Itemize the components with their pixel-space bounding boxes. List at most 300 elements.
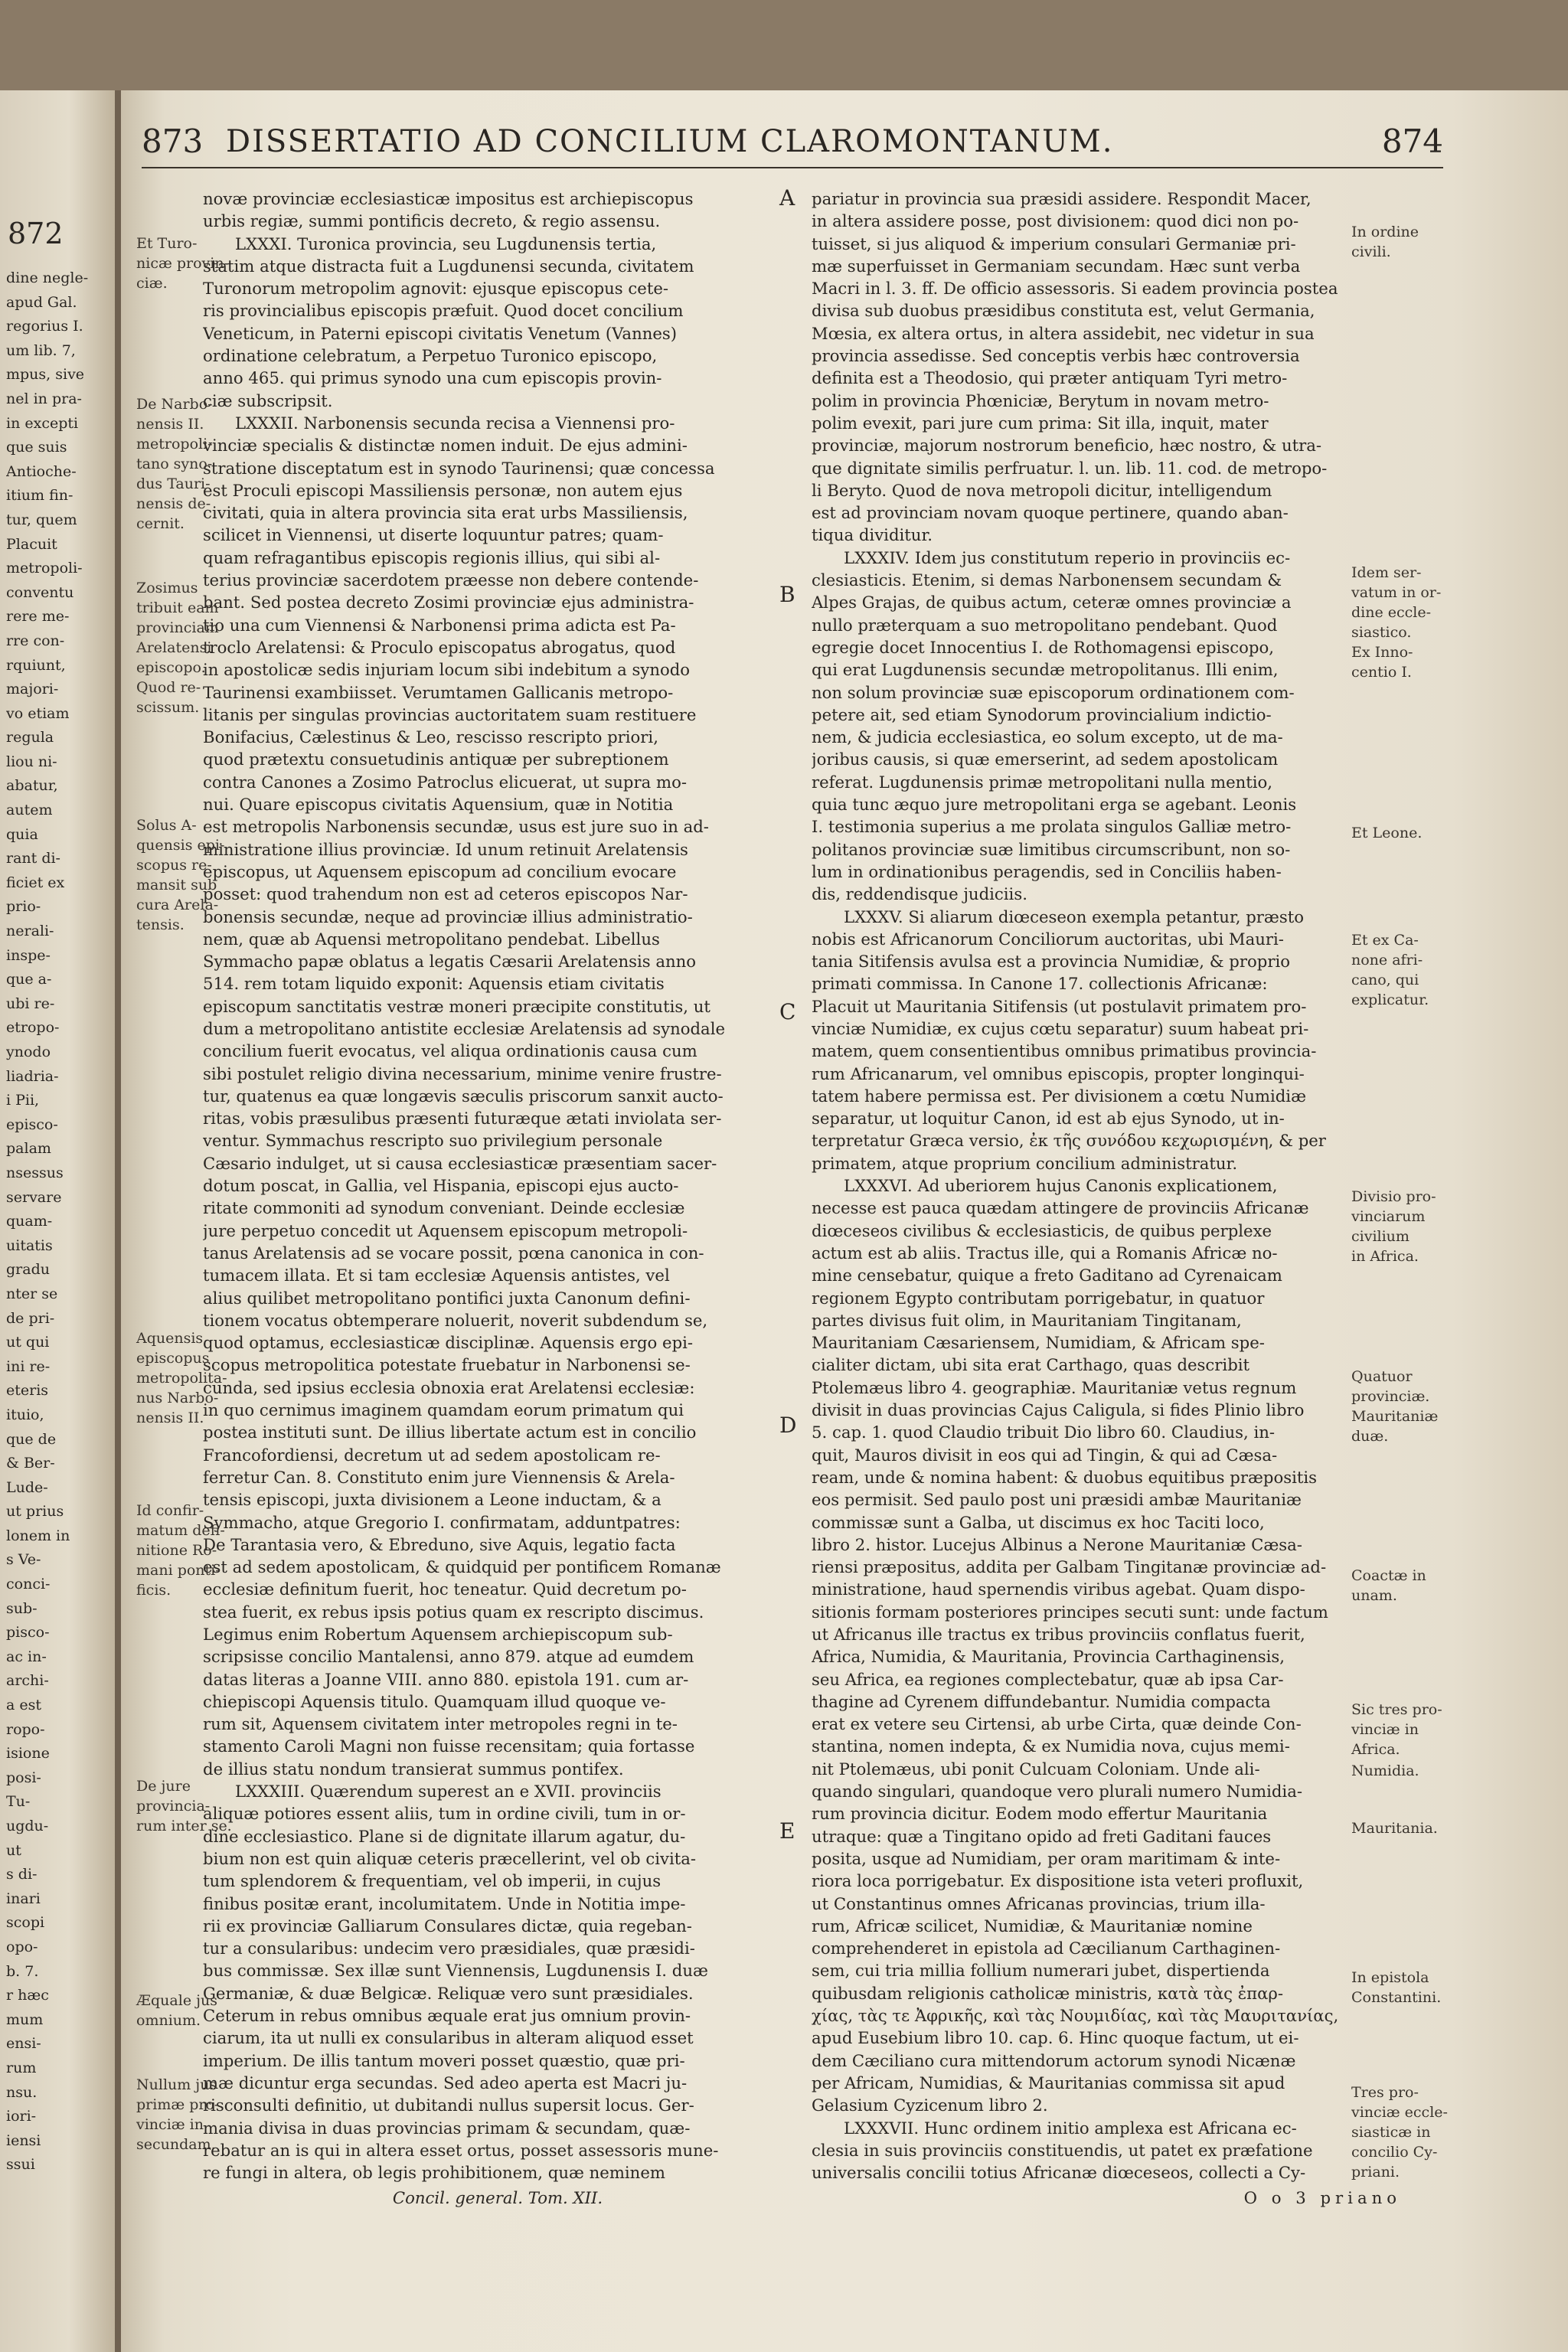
marginal-note-line: priani. xyxy=(1351,2164,1400,2180)
facing-page-line: ubi re- xyxy=(6,995,55,1012)
text-line: joribus causis, si quæ emerserint, ad sedem apostolicam xyxy=(812,750,1279,769)
text-line: sitionis formam posteriores principes secuti sunt: unde factum xyxy=(812,1602,1328,1622)
facing-page-line: Tu- xyxy=(6,1793,31,1811)
facing-page-text xyxy=(6,266,113,2177)
facing-page-line: ynodo xyxy=(6,1044,51,1060)
text-line: tuisset, si jus aliquod & imperium consulari Germaniæ pri- xyxy=(812,234,1296,253)
marginal-note-line: primæ pro- xyxy=(136,2096,220,2113)
text-line: Veneticum, in Paterni episcopi civitatis Venetum (Vannes) xyxy=(203,323,678,343)
text-line: tania Sitifensis avulsa est a provincia Numidiæ, & proprio xyxy=(812,952,1290,972)
text-line: provincia assedisse. Sed conceptis verbis hæc controversia xyxy=(812,346,1300,366)
marginal-note-line: Id confir- xyxy=(136,1502,204,1519)
text-line: stratione disceptatum est in synodo Taurinensi; quæ concessa xyxy=(203,458,715,478)
text-line: bonensis secundæ, neque ad provinciæ illius administratio- xyxy=(203,906,693,926)
facing-page-line: liadria- xyxy=(6,1067,59,1085)
text-line: terius provinciæ sacerdotem præesse non debere contende- xyxy=(203,570,699,590)
text-line: Mauritaniam Cæsariensem, Numidiam, & Africam spe- xyxy=(812,1333,1265,1353)
text-line: ritate commoniti ad synodum conveniant. Deinde ecclesiæ xyxy=(203,1198,685,1218)
marginal-note-line: Aquensis xyxy=(136,1330,204,1347)
facing-page-line: i Pii, xyxy=(6,1092,40,1109)
text-line: 514. rem totam liquido exponit: Aquensis etiam civitatis xyxy=(203,974,665,994)
text-line: Gelasium Cyzicenum libro 2. xyxy=(812,2096,1048,2115)
text-line: nui. Quare episcopus civitatis Aquensium, quæ in Notitia xyxy=(203,795,674,815)
marginal-note-line: vatum in or- xyxy=(1351,584,1442,601)
facing-page-line: iori- xyxy=(6,2108,37,2125)
text-line: episcopus, ut Aquensem episcopum ad concilium evocare xyxy=(203,861,677,881)
text-line: rii ex provinciæ Galliarum Consulares dictæ, quia regeban- xyxy=(203,1916,692,1936)
text-line: ut Africanus ille tractus ex tribus provinciis conflatus fuerit, xyxy=(812,1625,1305,1644)
marginal-note xyxy=(1351,1566,1426,1606)
facing-page-line: etropo- xyxy=(6,1019,60,1037)
facing-page-line: ut qui xyxy=(6,1334,50,1351)
marginal-note xyxy=(1351,930,1429,1010)
text-line: thagine ad Cyrenem diffundebantur. Numidia compacta xyxy=(812,1691,1271,1711)
text-line: sibi postulet religio divina necessarium, minime venire frustre- xyxy=(203,1063,722,1083)
facing-page-line: rere me- xyxy=(6,608,70,626)
facing-page-line: archi- xyxy=(6,1672,49,1690)
text-line: LXXXII. Narbonensis secunda recisa a Viennensi pro- xyxy=(235,413,675,433)
facing-page-line: mpus, sive xyxy=(6,366,85,384)
facing-page-line: ropo- xyxy=(6,1720,45,1738)
text-line: in quo cernimus imaginem quamdam eorum primatum qui xyxy=(203,1400,684,1420)
text-line: postea instituti sunt. De illius libertate actum est in concilio xyxy=(203,1423,697,1442)
text-line: litanis per singulas provincias auctoritatem suam restituere xyxy=(203,704,697,724)
text-line: LXXXV. Si aliarum diœceseon exempla petantur, præsto xyxy=(844,906,1304,926)
text-line: stea fuerit, ex rebus ipsis potius quam ex rescripto discimus. xyxy=(203,1602,704,1622)
text-line: Taurinensi exambiisset. Verumtamen Gallicanis metropo- xyxy=(203,682,674,702)
facing-page-line: inspe- xyxy=(6,946,51,964)
marginal-note xyxy=(1351,1761,1419,1781)
text-line: politanos provinciæ suæ limitibus circumscribunt, non so- xyxy=(812,839,1291,859)
facing-page-line: vo etiam xyxy=(6,704,70,722)
facing-page-line: de pri- xyxy=(6,1309,55,1327)
text-line: Mœsia, ex altera ortus, in altera assidebit, nec videtur in sua xyxy=(812,323,1315,343)
text-line: primatem, atque proprium concilium administratur. xyxy=(812,1153,1238,1173)
text-line: scopus metropolitica potestate fruebatur in Narbonensi se- xyxy=(203,1355,691,1375)
text-line: datas literas a Joanne VIII. anno 880. epistola 191. cum ar- xyxy=(203,1669,689,1689)
marginal-note-line: omnium. xyxy=(136,2012,201,2029)
text-line: concilium fuerit evocatus, vel aliqua ordinationis causa cum xyxy=(203,1041,697,1061)
facing-page-line: gradu xyxy=(6,1261,50,1279)
marginal-note-line: concilio Cy- xyxy=(1351,2144,1438,2161)
text-line: episcopum sanctitatis vestræ moneri præcipite constitutis, ut xyxy=(203,996,710,1016)
section-letter: C xyxy=(779,999,796,1024)
text-line: Ceterum in rebus omnibus æquale erat jus omnium provin- xyxy=(203,2006,691,2026)
facing-page-number: 872 xyxy=(8,217,64,250)
facing-page-line: ut prius xyxy=(6,1503,64,1521)
text-line: lum in ordinationibus peragendis, sed in Conciliis haben- xyxy=(812,861,1282,881)
text-line: posita, usque ad Numidiam, per oram maritimam & inte- xyxy=(812,1848,1281,1868)
facing-page-line: abatur, xyxy=(6,777,58,795)
text-line: 5. cap. 1. quod Claudio tribuit Dio libro 60. Claudius, in- xyxy=(812,1423,1276,1442)
marginal-note-line: tano syno- xyxy=(136,456,213,472)
marginal-note-line: matum defi- xyxy=(136,1522,225,1539)
facing-page-line: rant di- xyxy=(6,850,60,867)
text-line: χίας, τὰς τε Ἀφρικῆς, καὶ τὰς Νουμιδίας, καὶ τὰς Μαυριτανίας, xyxy=(812,2006,1339,2026)
marginal-note-line: Et ex Ca- xyxy=(1351,932,1419,949)
text-line: scilicet in Viennensi, ut diserte loquuntur patres; quam- xyxy=(203,525,664,545)
text-line: est ad sedem apostolicam, & quidquid per pontificem Romanæ xyxy=(203,1557,721,1577)
text-line: dotum poscat, in Gallia, vel Hispania, episcopi ejus aucto- xyxy=(203,1176,679,1196)
page-number-left: 873 xyxy=(142,122,204,160)
marginal-note-line: civili. xyxy=(1351,243,1391,260)
marginal-note-line: quensis epi- xyxy=(136,837,225,854)
marginal-note-line: Constantini. xyxy=(1351,1989,1442,2006)
text-line: risconsulti definitio, ut dubitandi nullus supersit locus. Ger- xyxy=(203,2096,694,2115)
marginal-note-line: provinciam xyxy=(136,619,219,636)
footer-signature: Concil. general. Tom. XII. xyxy=(392,2188,603,2208)
text-line: ciarum, ita ut nulli ex consularibus in alteram aliquod esset xyxy=(203,2028,694,2048)
marginal-note-line: Nullum jus xyxy=(136,2076,217,2093)
facing-page-fragment xyxy=(0,90,115,2352)
text-line: dis, reddendisque judiciis. xyxy=(812,884,1027,904)
facing-page-line: ensi- xyxy=(6,2035,41,2053)
marginal-note-line: Africa. xyxy=(1351,1741,1400,1758)
text-line: Alpes Grajas, de quibus actum, ceteræ omnes provinciæ a xyxy=(812,593,1292,612)
marginal-note xyxy=(1351,1700,1442,1759)
text-line: LXXXI. Turonica provincia, seu Lugdunensis tertia, xyxy=(235,234,657,253)
marginal-note-line: nensis II. xyxy=(136,1410,204,1426)
marginal-note-line: Idem ser- xyxy=(1351,564,1422,581)
marginal-note-line: centio I. xyxy=(1351,664,1412,681)
facing-page-line: que de xyxy=(6,1430,57,1448)
marginal-note-line: secundam. xyxy=(136,2136,216,2153)
text-line: actum est ab aliis. Tractus ille, qui a Romanis Africæ no- xyxy=(812,1243,1278,1263)
gathering-signature: O o 3 xyxy=(1243,2188,1321,2208)
facing-page-line: sub- xyxy=(6,1599,38,1617)
text-line: tensis episcopi, juxta divisionem a Leone inductam, & a xyxy=(203,1490,662,1510)
text-line: vinciæ Numidiæ, ex cujus cœtu separatur) suum habeat pri- xyxy=(812,1018,1309,1038)
facing-page-line: in excepti xyxy=(6,414,79,432)
text-line: LXXXIII. Quærendum superest an e XVII. provinciis xyxy=(235,1782,662,1802)
marginal-note xyxy=(1351,563,1441,682)
marginal-note xyxy=(1351,1187,1436,1266)
text-line: que dignitate similis perfruatur. l. un. lib. 11. cod. de metropo- xyxy=(812,458,1328,478)
facing-page-line: rquiunt, xyxy=(6,656,66,674)
section-letter: A xyxy=(779,185,795,211)
marginal-note xyxy=(136,1328,227,1428)
facing-page-line: rum xyxy=(6,2059,37,2076)
text-line: primati commissa. In Canone 17. collectionis Africanæ: xyxy=(812,974,1268,994)
text-line: egregie docet Innocentius I. de Rothomagensi episcopo, xyxy=(812,637,1274,657)
marginal-note-line: nitione Ro- xyxy=(136,1542,217,1559)
text-line: separatur, ut loquitur Canon, id est ab ejus Synodo, ut in- xyxy=(812,1109,1285,1129)
text-line: diœceseos civilibus & ecclesiasticis, de quibus perplexe xyxy=(812,1220,1272,1240)
facing-page-line: regorius I. xyxy=(6,318,83,335)
text-line: tio una cum Viennensi & Narbonensi prima adicta est Pa- xyxy=(203,615,676,635)
marginal-note xyxy=(1351,2082,1448,2182)
text-line: Macri in l. 3. ff. De officio assessoris. Si eadem provincia postea xyxy=(812,279,1338,299)
text-line: est Proculi episcopi Massiliensis personæ, non autem ejus xyxy=(203,480,683,500)
facing-page-line: s di- xyxy=(6,1866,38,1883)
text-line: matem, quem consentientibus omnibus primatibus provincia- xyxy=(812,1041,1317,1061)
text-line: scripsisse concilio Mantalensi, anno 879. atque ad eumdem xyxy=(203,1647,694,1667)
text-column-right xyxy=(812,188,1401,2210)
catchword: priano xyxy=(1320,2188,1401,2208)
facing-page-line: palam xyxy=(6,1140,51,1158)
text-line: commissæ sunt a Galba, ut discimus ex hoc Taciti loco, xyxy=(812,1512,1265,1532)
marginal-note-line: provinciæ. xyxy=(1351,1388,1430,1405)
marginal-note-line: nicæ provin- xyxy=(136,255,230,272)
marginal-note-line: scissum. xyxy=(136,699,200,716)
text-column-left xyxy=(203,188,792,2210)
text-line: riora loca porrigebatur. Ex dispositione ista veteri profluxit, xyxy=(812,1871,1304,1891)
text-line: tur, quatenus ea quæ longævis sæculis priscorum sanxit aucto- xyxy=(203,1086,724,1106)
facing-page-line: liou ni- xyxy=(6,753,57,770)
text-line: libro 2. histor. Lucejus Albinus a Nerone Mauritaniæ Cæsa- xyxy=(812,1534,1302,1554)
marginal-note-line: Quod re- xyxy=(136,679,201,696)
marginal-note-line: tensis. xyxy=(136,916,185,933)
marginal-note-line: Numidia. xyxy=(1351,1762,1419,1779)
text-line: ciæ subscripsit. xyxy=(203,390,333,410)
marginal-note-line: scopus re- xyxy=(136,857,212,874)
facing-page-line: ut xyxy=(6,1841,21,1859)
text-line: clesia in suis provinciis constituendis, ut patet ex præfatione xyxy=(812,2140,1313,2160)
text-line: contra Canones a Zosimo Patroclus elicuerat, ut supra mo- xyxy=(203,772,687,792)
facing-page-line: nel in pra- xyxy=(6,390,82,407)
marginal-note-line: nensis de- xyxy=(136,495,211,512)
marginal-note-line: provincia- xyxy=(136,1798,211,1815)
text-line: posset: quod trahendum non est ad ceteros episcopos Nar- xyxy=(203,884,688,904)
text-line: tionem vocatus obtemperare noluerit, noverit subdendum se, xyxy=(203,1310,708,1330)
marginal-note-line: episcopus xyxy=(136,1350,210,1367)
facing-page-line: que suis xyxy=(6,439,67,456)
text-line: non solum provinciæ suæ episcoporum ordinationem com- xyxy=(812,682,1295,702)
text-line: rebatur an is qui in altera esset ortus, posset assessoris mune- xyxy=(203,2140,719,2160)
text-line: statim atque distracta fuit a Lugdunensi secunda, civitatem xyxy=(203,256,694,276)
marginal-note xyxy=(136,815,224,935)
marginal-note-line: Zosimus xyxy=(136,580,198,596)
text-line: urbis regiæ, summi pontificis decreto, & regio assensu. xyxy=(203,211,661,231)
facing-page-line: majori- xyxy=(6,681,59,698)
text-line: bium non est quin aliquæ ceteris præcellerint, vel ob civita- xyxy=(203,1848,697,1868)
text-line: re fungi in altera, ob legis prohibitionem, quæ neminem xyxy=(203,2163,665,2183)
text-line: De Tarantasia vero, & Ebreduno, sive Aquis, legatio facta xyxy=(203,1534,676,1554)
text-line: clesiasticis. Etenim, si demas Narbonensem secundam & xyxy=(812,570,1282,590)
text-line: vinciæ specialis & distinctæ nomen induit. De ejus admini- xyxy=(203,436,688,456)
text-line: referat. Lugdunensis primæ metropolitani nulla mentio, xyxy=(812,772,1273,792)
marginal-note-line: civilium xyxy=(1351,1228,1410,1245)
text-line: Symmacho papæ oblatus a legatis Cæsarii Arelatensis anno xyxy=(203,952,697,972)
facing-page-line: mum xyxy=(6,2011,44,2028)
facing-page-line: ini re- xyxy=(6,1357,51,1375)
marginal-note-line: vinciæ in xyxy=(1351,1721,1419,1738)
text-line: imperium. De illis tantum moveri posset quæstio, quæ pri- xyxy=(203,2050,685,2070)
text-line: finibus positæ erant, incolumitatem. Unde in Notitia impe- xyxy=(203,1893,686,1913)
text-line: rum Africanarum, vel omnibus episcopis, propter longinqui- xyxy=(812,1063,1305,1083)
marginal-note-line: cernit. xyxy=(136,515,185,532)
text-line: Cæsario indulget, ut si causa ecclesiasticæ præsentiam sacer- xyxy=(203,1153,717,1173)
marginal-note-line: Mauritaniæ xyxy=(1351,1408,1439,1425)
facing-page-line: scopi xyxy=(6,1914,45,1932)
header-rule xyxy=(142,167,1443,168)
text-line: nem, quæ ab Aquensi metropolitano pendebat. Libellus xyxy=(203,929,660,949)
facing-page-line: eteris xyxy=(6,1382,49,1400)
text-line: jure perpetuo concedit ut Aquensem episcopum metropoli- xyxy=(203,1220,688,1240)
text-line: rum sit, Aquensem civitatem inter metropoles regni in te- xyxy=(203,1714,678,1734)
marginal-note-line: in Africa. xyxy=(1351,1248,1419,1265)
marginal-note-line: Æquale jus xyxy=(136,1992,217,2009)
text-line: necesse est pauca quædam attingere de provinciis Africanæ xyxy=(812,1198,1309,1218)
marginal-note-line: episcopo. xyxy=(136,659,206,676)
text-line: mæ superfuisset in Germaniam secundam. Hæc sunt verba xyxy=(812,256,1301,276)
text-line: comprehenderet in epistola ad Cæcilianum Carthaginen- xyxy=(812,1939,1281,1958)
text-line: dum a metropolitano antistite ecclesiæ Arelatensis ad synodale xyxy=(203,1018,726,1038)
facing-page-line: ssui xyxy=(6,2156,35,2174)
text-line: apud Eusebium libro 10. cap. 6. Hinc quoque factum, ut ei- xyxy=(812,2028,1299,2048)
marginal-note-line: Arelatensi xyxy=(136,639,212,656)
facing-page-line: ac in- xyxy=(6,1648,47,1665)
marginal-note xyxy=(1351,222,1419,262)
text-line: Ptolemæus libro 4. geographiæ. Mauritaniæ vetus regnum xyxy=(812,1377,1297,1397)
marginal-note-line: Mauritania. xyxy=(1351,1820,1438,1837)
text-line: tur a consularibus: undecim vero præsidiales, quæ præsidi- xyxy=(203,1939,695,1958)
text-line: provinciæ, majorum nostrorum beneficio, hæc nostro, & utra- xyxy=(812,436,1322,456)
text-line: tum splendorem & frequentiam, vel ob imperii, in cujus xyxy=(203,1871,662,1891)
text-line: ministratione illius provinciæ. Id unum retinuit Arelatensis xyxy=(203,839,688,859)
marginal-note xyxy=(1351,1968,1441,2007)
text-line: divisa sub duobus præsidibus constituta est, velut Germania, xyxy=(812,301,1315,321)
marginal-note-line: siastico. xyxy=(1351,624,1412,641)
text-line: qui erat Lugdunensis secundæ metropolitanus. Illi enim, xyxy=(812,660,1279,680)
text-line: sem, cui tria millia follium numerari jubet, dispertienda xyxy=(812,1961,1270,1981)
marginal-note-line: rum inter se. xyxy=(136,1818,232,1834)
text-line: quando singulari, quandoque vero plurali numero Numidia- xyxy=(812,1782,1302,1802)
text-line: tanus Arelatensis ad se vocare possit, pœna canonica in con- xyxy=(203,1243,704,1263)
marginal-note-line: In epistola xyxy=(1351,1969,1429,1986)
marginal-note-line: dine eccle- xyxy=(1351,604,1432,621)
text-line: regionem Egypto contributam porrigebatur, in quatuor xyxy=(812,1288,1265,1308)
text-line: stantina, nomen indepta, & ex Numidia nova, cujus memi- xyxy=(812,1736,1290,1756)
text-line: civitati, quia in altera provincia sita erat urbs Massiliensis, xyxy=(203,503,688,523)
text-line: utraque: quæ a Tingitano opido ad freti Gaditani fauces xyxy=(812,1826,1272,1846)
text-line: Legimus enim Robertum Aquensem archiepiscopum sub- xyxy=(203,1625,673,1644)
text-line: polim in provincia Phœniciæ, Berytum in novam metro- xyxy=(812,390,1269,410)
marginal-note xyxy=(136,2075,219,2154)
text-line: ventur. Symmachus rescripto suo privilegium personale xyxy=(203,1131,663,1151)
facing-page-line: opo- xyxy=(6,1938,38,1955)
facing-page-line: metropoli- xyxy=(6,560,83,577)
facing-page-line: & Ber- xyxy=(6,1455,55,1472)
text-line: bant. Sed postea decreto Zosimi provinciæ ejus administra- xyxy=(203,593,694,612)
text-line: Symmacho, atque Gregorio I. confirmatam, adduntpatres: xyxy=(203,1512,681,1532)
marginal-note-line: none afri- xyxy=(1351,952,1423,969)
facing-page-line: um lib. 7, xyxy=(6,341,76,359)
text-line: mæ dicuntur erga secundas. Sed adeo aperta est Macri ju- xyxy=(203,2073,688,2092)
facing-page-line: quia xyxy=(6,825,38,843)
facing-page-line: pisco- xyxy=(6,1624,50,1642)
marginal-note xyxy=(136,1776,232,1836)
text-line: LXXXIV. Idem jus constitutum reperio in provinciis ec- xyxy=(844,547,1291,567)
text-line: ferretur Can. 8. Constituto enim jure Viennensis & Arela- xyxy=(203,1467,675,1487)
text-line: I. testimonia superius a me prolata singulos Galliæ metro- xyxy=(812,817,1292,837)
signature-mark xyxy=(812,2187,1401,2209)
text-line: ecclesiæ definitum fuerit, hoc teneatur. Quid decretum po- xyxy=(203,1579,687,1599)
facing-page-line: ficiet ex xyxy=(6,874,65,891)
text-line: erat ex vetere seu Cirtensi, ab urbe Cirta, quæ deinde Con- xyxy=(812,1714,1302,1734)
marginal-note-line: Coactæ in xyxy=(1351,1567,1426,1584)
facing-page-line: inari xyxy=(6,1890,41,1907)
marginal-note-line: ciæ. xyxy=(136,275,168,292)
text-line: quit, Mauros divisit in eos qui ad Tingin, & qui ad Cæsa- xyxy=(812,1445,1278,1465)
text-line: definita est a Theodosio, qui præter antiquam Tyri metro- xyxy=(812,368,1288,388)
facing-page-line: b. 7. xyxy=(6,1962,39,1980)
text-line: Francofordiensi, decretum ut ad sedem apostolicam re- xyxy=(203,1445,661,1465)
text-line: nobis est Africanorum Conciliorum auctoritas, ubi Mauri- xyxy=(812,929,1284,949)
facing-page-line: episco- xyxy=(6,1116,58,1133)
text-line: troclo Arelatensi: & Proculo episcopatus abrogatus, quod xyxy=(203,637,676,657)
marginal-note xyxy=(1351,1367,1438,1446)
marginal-note-line: mani ponti- xyxy=(136,1562,220,1579)
facing-page-line: Antioche- xyxy=(6,462,77,480)
text-line: in apostolicæ sedis injuriam locum sibi indebitum a synodo xyxy=(203,660,691,680)
facing-page-line: s Ve- xyxy=(6,1551,41,1569)
facing-page-line: prio- xyxy=(6,898,41,916)
marginal-note-line: explicatur. xyxy=(1351,991,1429,1008)
marginal-note-line: ficis. xyxy=(136,1582,172,1599)
text-line: rum provincia dicitur. Eodem modo effertur Mauritania xyxy=(812,1804,1268,1824)
facing-page-line: regula xyxy=(6,729,54,746)
text-line: dem Cæciliano cura mittendorum actorum synodi Nicænæ xyxy=(812,2050,1296,2070)
marginal-note-line: nus Narbo- xyxy=(136,1390,219,1406)
text-line: eos permisit. Sed paulo post uni præsidi ambæ Mauritaniæ xyxy=(812,1490,1302,1510)
marginal-note-line: De jure xyxy=(136,1778,191,1795)
marginal-note-line: tribuit eam xyxy=(136,599,219,616)
text-line: partes divisus fuit olim, in Mauritaniam Tingitanam, xyxy=(812,1310,1242,1330)
facing-page-line: nsessus xyxy=(6,1164,64,1181)
text-line: chiepiscopi Aquensis titulo. Quamquam illud quoque ve- xyxy=(203,1691,666,1711)
text-line: Placuit ut Mauritania Sitifensis (ut postulavit primatem pro- xyxy=(812,996,1307,1016)
page-number-right: 874 xyxy=(1381,122,1443,160)
marginal-note-line: Sic tres pro- xyxy=(1351,1701,1442,1718)
marginal-note-line: dus Tauri- xyxy=(136,475,211,492)
text-line: Germaniæ, & duæ Belgicæ. Reliquæ vero sunt præsidiales. xyxy=(203,1983,694,2003)
facing-page-line: ugdu- xyxy=(6,1818,49,1834)
text-line: cialiter dictam, ubi sita erat Carthago, quas describit xyxy=(812,1355,1250,1375)
text-line: ministratione, haud spernendis viribus agebat. Quam dispo- xyxy=(812,1579,1305,1599)
text-line: nullo præterquam a suo metropolitano pendebant. Quod xyxy=(812,615,1278,635)
section-letter: B xyxy=(779,582,795,607)
section-letter: E xyxy=(779,1818,795,1844)
text-line: seu Africa, ea regiones complectebatur, quæ ab ipsa Car- xyxy=(812,1669,1284,1689)
facing-page-line: conventu xyxy=(6,583,74,601)
facing-page-line: conci- xyxy=(6,1576,51,1593)
facing-page-line: iensi xyxy=(6,2132,41,2149)
text-line: nem, & judicia ecclesiastica, eo solum excepto, ut de ma- xyxy=(812,727,1283,747)
marginal-note xyxy=(136,394,213,534)
text-line: rum, Africæ scilicet, Numidiæ, & Mauritaniæ nomine xyxy=(812,1916,1253,1936)
text-line: ordinatione celebratum, a Perpetuo Turonico episcopo, xyxy=(203,346,658,366)
facing-page-line: quam- xyxy=(6,1213,53,1230)
facing-page-line: a est xyxy=(6,1697,41,1714)
text-line: cunda, sed ipsius ecclesia obnoxia erat Arelatensi ecclesiæ: xyxy=(203,1377,695,1397)
facing-page-line: apud Gal. xyxy=(6,293,77,311)
facing-page-line: nter se xyxy=(6,1285,58,1302)
text-line: tiqua dividitur. xyxy=(812,525,933,545)
text-line: quod prætextu consuetudinis antiquæ per subreptionem xyxy=(203,750,669,769)
text-line: petere ait, sed etiam Synodorum provincialium indictio- xyxy=(812,704,1272,724)
text-line: LXXXVI. Ad uberiorem hujus Canonis explicationem, xyxy=(844,1176,1278,1196)
text-line: ris provincialibus episcopis præfuit. Quod docet concilium xyxy=(203,301,684,321)
facing-page-line: nsu. xyxy=(6,2083,38,2101)
facing-page-line: isione xyxy=(6,1745,50,1762)
marginal-note-line: duæ. xyxy=(1351,1428,1389,1445)
text-line: riensi præpositus, addita per Galbam Tingitanæ provinciæ ad- xyxy=(812,1557,1327,1577)
text-line: in altera assidere posse, post divisionem: quod dici non po- xyxy=(812,211,1299,231)
text-line: ritas, vobis præsulibus præsenti futuræque ætati inviolata ser- xyxy=(203,1109,722,1129)
marginal-note-line: vinciarum xyxy=(1351,1208,1426,1225)
text-line: mine censebatur, quique a freto Gaditano ad Cyrenaicam xyxy=(812,1266,1282,1285)
